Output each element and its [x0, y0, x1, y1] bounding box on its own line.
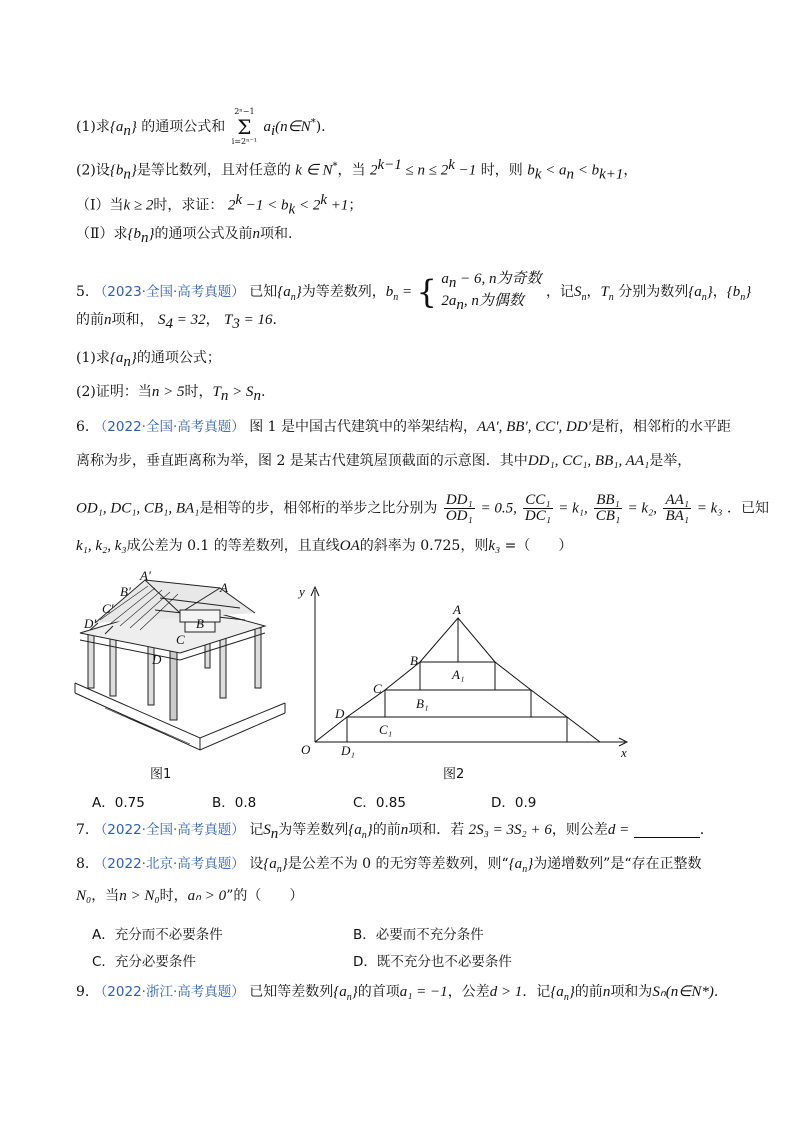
- fig1-label-d-prime: D′: [84, 616, 97, 631]
- fig2-axis-x: x: [621, 745, 627, 760]
- q8-source: （2022·北京·高考真题）: [93, 856, 245, 872]
- fig1-label-a: A: [220, 580, 228, 595]
- summation: 2ⁿ−1 Σ i=2ⁿ⁻¹: [231, 107, 257, 146]
- fig2-label-d1: D₁: [341, 743, 355, 758]
- q5-number: 5.: [76, 283, 90, 300]
- fig1-label-c: C: [176, 632, 185, 647]
- figure1-caption: 图1: [150, 767, 172, 782]
- q8-option-a[interactable]: A．充分而不必要条件: [92, 927, 223, 943]
- fig2-label-c: C: [373, 681, 382, 696]
- q6-number: 6.: [76, 419, 90, 435]
- fig1-label-d: D: [152, 652, 162, 667]
- q6-option-d[interactable]: D．0.9: [491, 795, 537, 811]
- p1-line3: （Ⅰ）当k ≥ 2时，求证： $2^k -1 < b_k < 2^k +1$；: [76, 192, 363, 218]
- q6-line2: 离称为步，垂直距离称为举，图 2 是某古代建筑屋顶截面的示意图．其中DD₁, CC₁, BB₁, AA₁是举，: [76, 453, 692, 469]
- p1-line4: （Ⅱ）求$\{b_n\}$的通项公式及前n项和.: [76, 226, 293, 246]
- fig2-axis-y: y: [299, 584, 305, 599]
- q6-source: （2022·全国·高考真题）: [93, 419, 245, 435]
- q8-option-c[interactable]: C．充分必要条件: [92, 954, 196, 970]
- fig1-label-b-prime: B′: [120, 584, 131, 599]
- q6-line4: k₁, k₂, k₃成公差为 0.1 的等差数列，且直线OA的斜率为 0.725，则k₃ =（ ）: [76, 538, 573, 554]
- p1-line2: (2)设$\{b_n\}$是等比数列，且对任意的 k ∈ N*，当 $2^{k-1} \le n \le 2^k -1$ 时，则 $b_k < a_n < b_{k+1}$，: [76, 157, 638, 183]
- figure2-diagram: [295, 582, 640, 762]
- fig2-label-b1: B₁: [416, 696, 429, 711]
- fig2-label-d: D: [335, 706, 345, 721]
- q9-line: 9. （2022·浙江·高考真题） 已知等差数列$\{a_n\}$的首项a₁ = −1，公差d > 1．记$\{a_n\}$的前n项和为Sₙ(n∈N*).: [76, 984, 719, 1003]
- q8-line1: 8. （2022·北京·高考真题） 设$\{a_n\}$是公差不为 0 的无穷等差数列，则“$\{a_n\}$为递增数列”是“存在正整数: [76, 856, 702, 875]
- p1-line1: (1)求$\{a_n\}$ 的通项公式和 2ⁿ−1 Σ i=2ⁿ⁻¹ $a_i(n\in N^*)$.: [76, 107, 326, 146]
- q5-line1: 5. （2023·全国·高考真题） 已知$\{a_n\}$为等差数列，$b_n$ = { $a_n - 6$, n为奇数 $2a_n$, n为偶数 ，记$S_n$，$T_n$ 分别为数列$\{a_n\}$，$\{b_n\}$: [76, 271, 752, 313]
- q6-line1: 6. （2022·全国·高考真题） 图 1 是中国古代建筑中的举架结构，AA′, BB′, CC′, DD′是桁，相邻桁的水平距: [76, 419, 731, 435]
- fig2-label-b: B: [410, 653, 418, 668]
- q6-line3: OD₁, DC₁, CB₁, BA₁是相等的步，相邻桁的举步之比分别为 $\frac{\text{DD₁}}{\text{OD₁}}$ = 0.5, $\frac{\text{CC₁}}{\text{DC₁}}$ = k₁, $\frac{\text{BB₁}}{\text{CB₁}}$ = k₂, $\frac{\text{AA₁}}{\text{BA₁}}$ = k₃ ．已知: [76, 492, 769, 524]
- q5-source: （2023·全国·高考真题）: [93, 283, 245, 300]
- figure1-building: [70, 568, 290, 758]
- q6-option-c[interactable]: C．0.85: [353, 795, 406, 811]
- q9-number: 9.: [76, 984, 90, 1000]
- figure2-caption: 图2: [443, 767, 465, 782]
- q7-answer-blank[interactable]: [634, 823, 700, 838]
- q5-part1: (1)求$\{a_n\}$的通项公式；: [76, 350, 221, 370]
- q6-option-a[interactable]: A．0.75: [92, 795, 145, 811]
- fig1-label-a-prime: A′: [140, 568, 151, 583]
- fig1-label-b: B: [196, 616, 204, 631]
- q7-number: 7.: [76, 822, 90, 838]
- q7-line: 7. （2022·全国·高考真题） 记$S_n$为等差数列$\{a_n\}$的前n项和．若 2S₃ = 3S₂ + 6，则公差d = .: [76, 822, 705, 842]
- q5-piecewise: $a_n - 6$, n为奇数 $2a_n$, n为偶数: [441, 271, 542, 313]
- fig2-origin: O: [301, 742, 311, 757]
- q8-number: 8.: [76, 856, 90, 872]
- q9-source: （2022·浙江·高考真题）: [93, 984, 245, 1000]
- q8-option-d[interactable]: D．既不充分也不必要条件: [353, 954, 512, 970]
- q5-line2: 的前n项和， $S_4 = 32$， $T_3 = 16$．: [76, 312, 287, 332]
- q5-part2: (2)证明：当n > 5时，$T_n > S_n$.: [76, 384, 266, 404]
- fig1-label-c-prime: C′: [102, 601, 114, 616]
- fig2-label-a1: A₁: [452, 667, 465, 682]
- q6-option-b[interactable]: B．0.8: [212, 795, 257, 811]
- fig2-label-c1: C₁: [379, 722, 393, 737]
- q8-option-b[interactable]: B．必要而不充分条件: [353, 927, 484, 943]
- fig2-label-a: A: [453, 602, 461, 617]
- q7-source: （2022·全国·高考真题）: [93, 822, 245, 838]
- q8-line2: N₀，当n > N₀时，aₙ > 0”的（ ）: [76, 888, 304, 904]
